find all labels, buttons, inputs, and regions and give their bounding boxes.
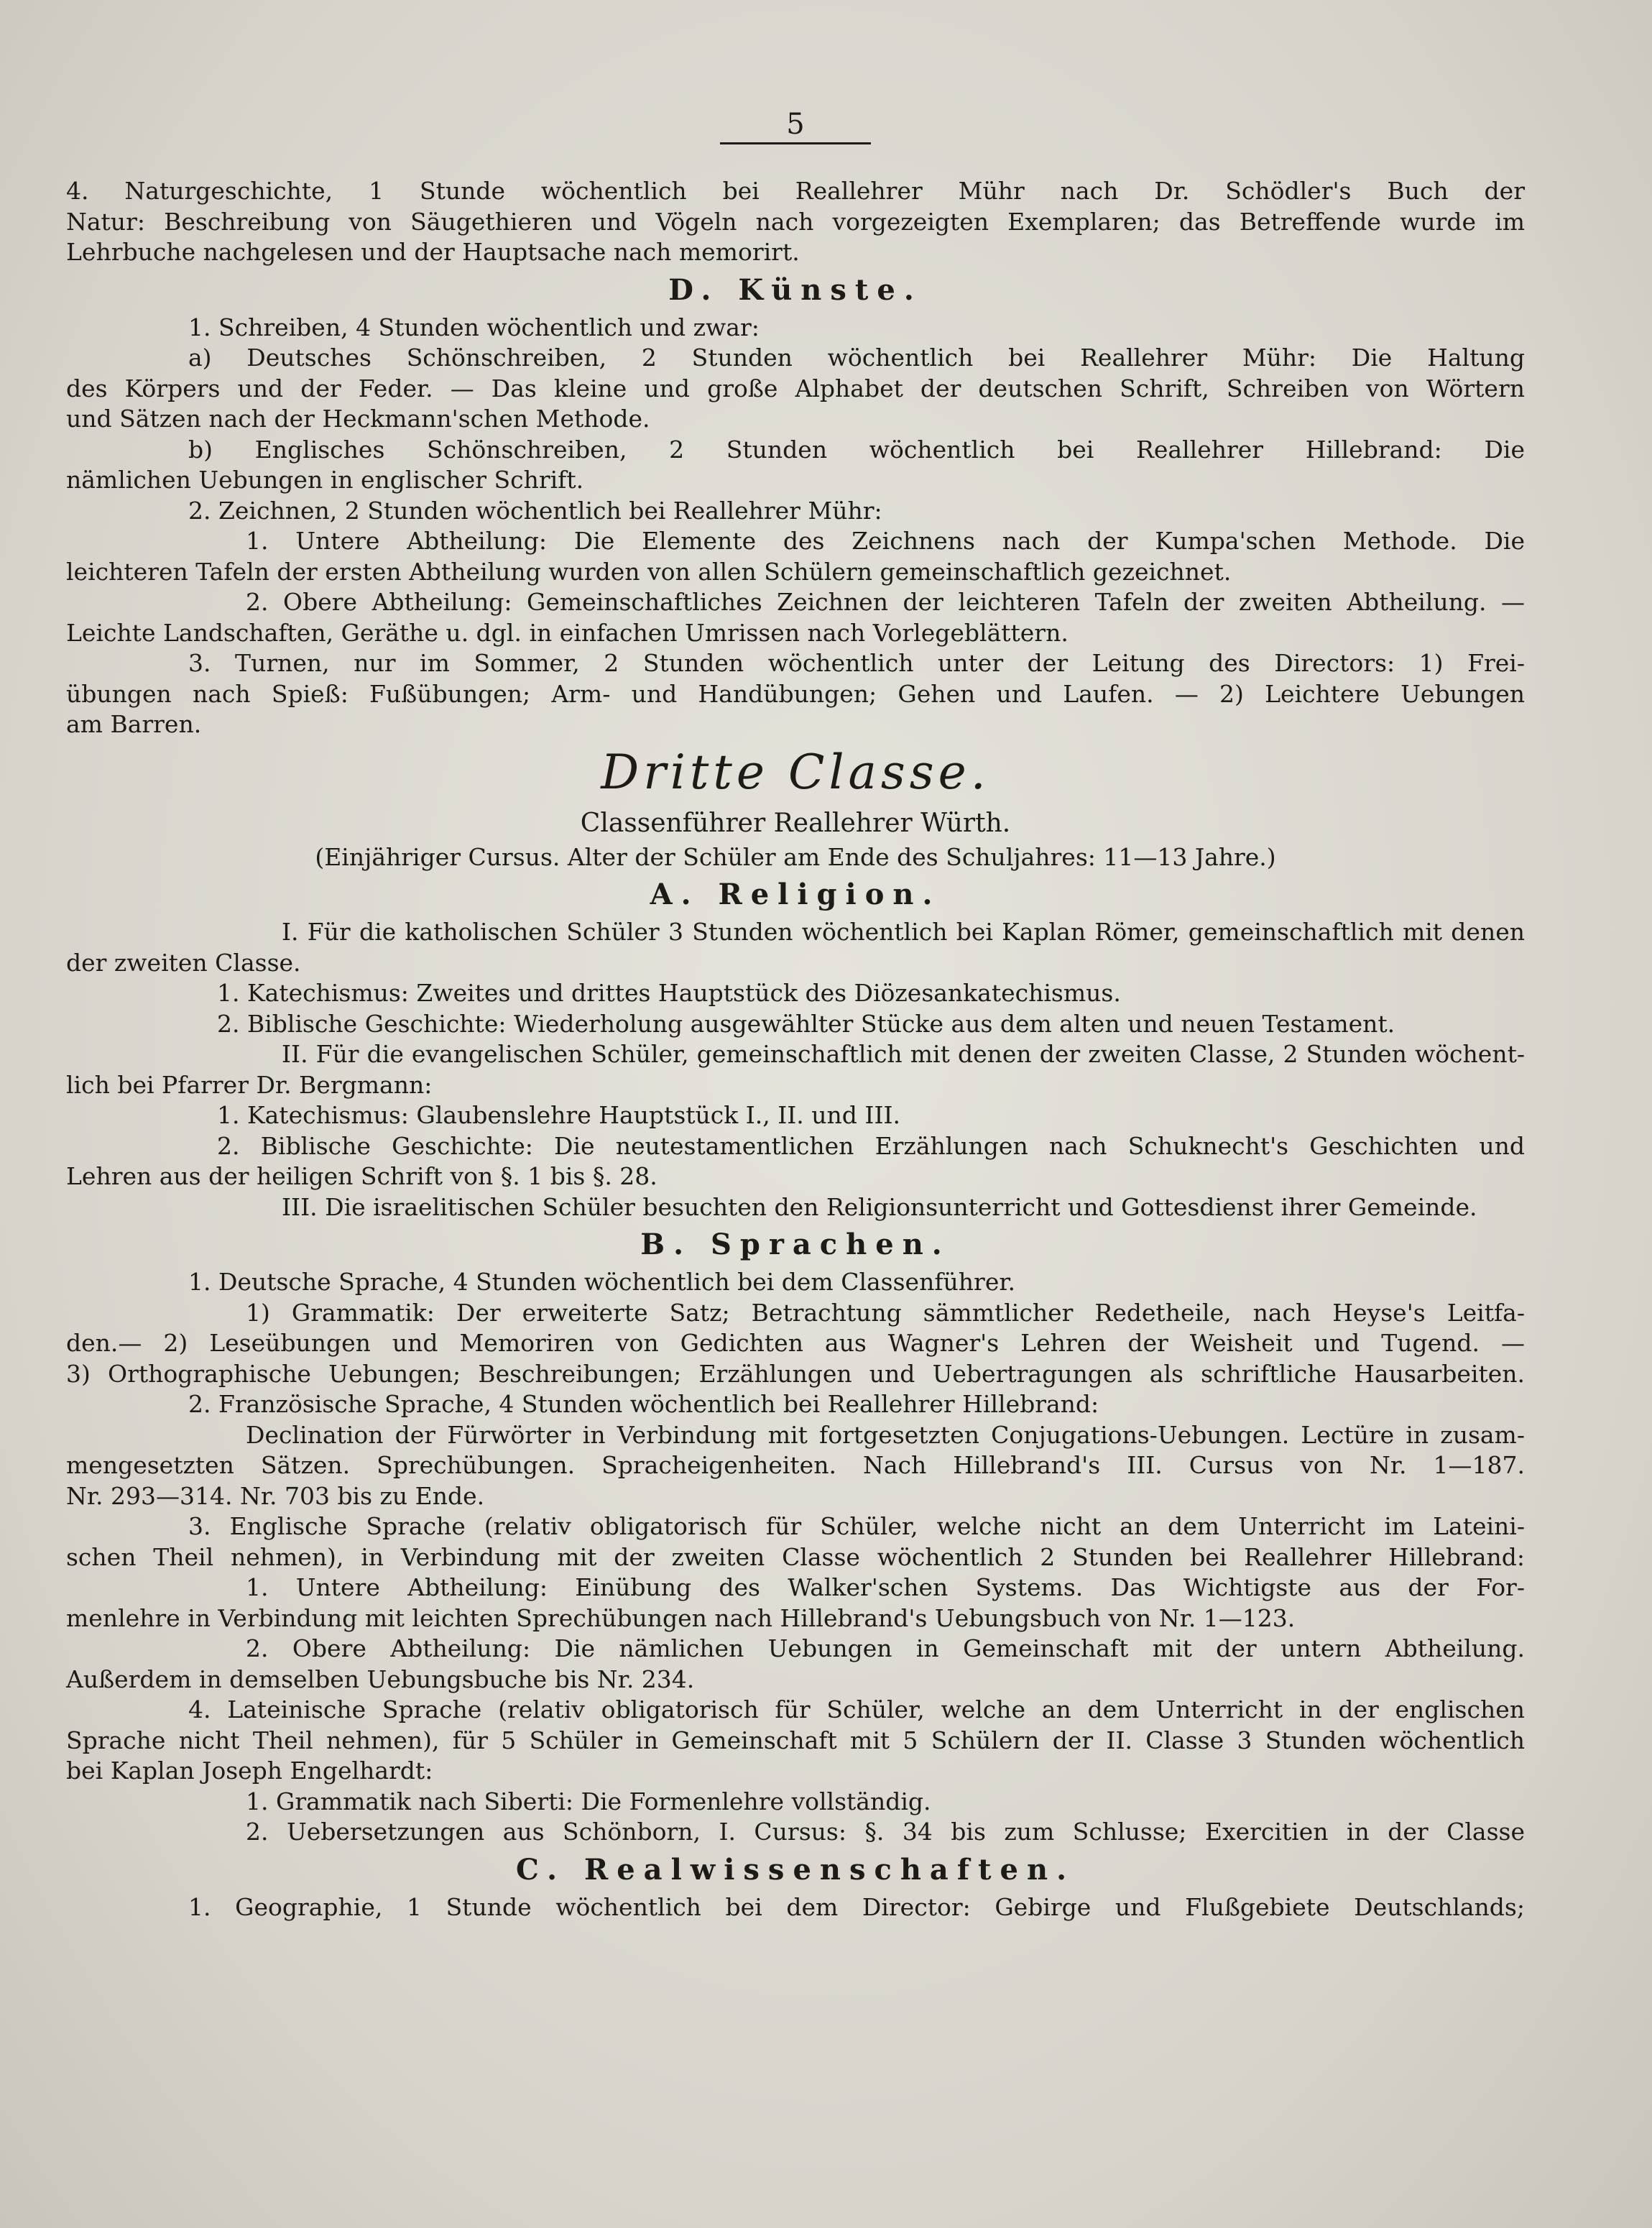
text-line: der zweiten Classe. [66, 948, 301, 977]
text-line: 2. Obere Abtheilung: Gemeinschaftliches Zeichnen der leichteren Tafeln der zweiten Abtheilung. — [246, 588, 1525, 616]
text-line: leichteren Tafeln der ersten Abtheilung wurden von allen Schülern gemeinschaftlich gezeichnet. [66, 557, 1232, 586]
text-line: II. Für die evangelischen Schüler, gemeinschaftlich mit denen der zweiten Classe, 2 Stunden wöchent- [282, 1040, 1525, 1068]
text-line: den.— 2) Leseübungen und Memoriren von Gedichten aus Wagner's Lehren der Weisheit und Tugend. — [66, 1329, 1525, 1357]
section-heading: C. Realwissenschaften. [515, 1852, 1075, 1887]
text-line: 2. Französische Sprache, 4 Stunden wöchentlich bei Reallehrer Hillebrand: [188, 1390, 1099, 1418]
body-text [66, 176, 1525, 1923]
text-line: Natur: Beschreibung von Säugethieren und Vögeln nach vorgezeigten Exemplaren; das Betreffende wurde im [66, 207, 1525, 236]
text-line: 3. Englische Sprache (relativ obligatorisch für Schüler, welche nicht an dem Unterricht im Lateini- [188, 1512, 1525, 1540]
text-line: und Sätzen nach der Heckmann'schen Methode. [66, 405, 650, 433]
text-line: 1. Katechismus: Glaubenslehre Hauptstück I., II. und III. [217, 1101, 901, 1129]
text-line: Sprache nicht Theil nehmen), für 5 Schüler in Gemeinschaft mit 5 Schülern der II. Classe 3 Stunden wöchentlich [66, 1726, 1525, 1754]
text-line: 3. Turnen, nur im Sommer, 2 Stunden wöchentlich unter der Leitung des Directors: 1) Frei- [188, 649, 1525, 677]
section-heading: B. Sprachen. [640, 1228, 951, 1261]
text-line: bei Kaplan Joseph Engelhardt: [66, 1757, 433, 1785]
text-line: 2. Biblische Geschichte: Wiederholung ausgewählter Stücke aus dem alten und neuen Testament. [217, 1009, 1395, 1038]
text-line: menlehre in Verbindung mit leichten Sprechübungen nach Hillebrand's Uebungsbuch von Nr. 1—123. [66, 1603, 1296, 1632]
text-line: 1. Geographie, 1 Stunde wöchentlich bei dem Director: Gebirge und Flußgebiete Deutschlands; [188, 1892, 1525, 1921]
text-line: Außerdem in demselben Uebungsbuche bis Nr. 234. [66, 1665, 695, 1693]
section-heading: A. Religion. [650, 878, 941, 911]
text-line: 2. Obere Abtheilung: Die nämlichen Uebungen in Gemeinschaft mit der untern Abtheilung. [246, 1634, 1525, 1662]
section-heading: D. Künste. [668, 272, 923, 307]
text-line: 2. Uebersetzungen aus Schönborn, I. Cursus: §. 34 bis zum Schlusse; Exercitien in der Classe [246, 1818, 1525, 1846]
text-line: I. Für die katholischen Schüler 3 Stunden wöchentlich bei Kaplan Römer, gemeinschaftlich mit denen [282, 918, 1525, 946]
text-line: 3) Orthographische Uebungen; Beschreibungen; Erzählungen und Uebertragungen als schriftliche Hausarbeiten. [66, 1359, 1525, 1388]
class-leader: Classenführer Reallehrer Würth. [580, 808, 1011, 838]
text-line: Leichte Landschaften, Geräthe u. dgl. in einfachen Umrissen nach Vorlegeblättern. [66, 618, 1069, 647]
text-line: lich bei Pfarrer Dr. Bergmann: [66, 1070, 433, 1099]
text-line: 1. Untere Abtheilung: Die Elemente des Zeichnens nach der Kumpa'schen Methode. Die [246, 527, 1525, 555]
text-line: 1) Grammatik: Der erweiterte Satz; Betrachtung sämmtlicher Redetheile, nach Heyse's Leitfa- [246, 1298, 1525, 1327]
text-line: 1. Untere Abtheilung: Einübung des Walker'schen Systems. Das Wichtigste aus der For- [246, 1573, 1525, 1601]
text-line: 1. Katechismus: Zweites und drittes Hauptstück des Diözesankatechismus. [217, 979, 1121, 1007]
text-line: 1. Schreiben, 4 Stunden wöchentlich und zwar: [188, 313, 760, 341]
text-line: 4. Naturgeschichte, 1 Stunde wöchentlich bei Reallehrer Mühr nach Dr. Schödler's Buch der [66, 177, 1525, 205]
text-line: schen Theil nehmen), in Verbindung mit der zweiten Classe wöchentlich 2 Stunden bei Reallehrer Hillebrand: [66, 1542, 1525, 1571]
text-line: des Körpers und der Feder. — Das kleine und große Alphabet der deutschen Schrift, Schreiben von Wörtern [66, 374, 1525, 402]
text-line: nämlichen Uebungen in englischer Schrift. [66, 466, 584, 494]
text-line: III. Die israelitischen Schüler besuchten den Religionsunterricht und Gottesdienst ihrer Gemeinde. [282, 1192, 1477, 1221]
text-line: 1. Deutsche Sprache, 4 Stunden wöchentlich bei dem Classenführer. [188, 1268, 1016, 1296]
page-number: 5 [66, 108, 1525, 144]
class-title: Dritte Classe. [601, 744, 990, 800]
text-line: (Einjähriger Cursus. Alter der Schüler am Ende des Schuljahres: 11—13 Jahre.) [315, 842, 1276, 871]
text-line: mengesetzten Sätzen. Sprechübungen. Spracheigenheiten. Nach Hillebrand's III. Cursus von Nr. 1—187. [66, 1451, 1525, 1479]
page-content [66, 108, 1525, 1923]
text-line: b) Englisches Schönschreiben, 2 Stunden wöchentlich bei Reallehrer Hillebrand: Die [188, 435, 1525, 464]
text-line: 4. Lateinische Sprache (relativ obligatorisch für Schüler, welche an dem Unterricht in der englischen [188, 1695, 1525, 1723]
text-line: Lehrbuche nachgelesen und der Hauptsache nach memorirt. [66, 238, 800, 266]
text-line: Nr. 293—314. Nr. 703 bis zu Ende. [66, 1481, 485, 1510]
text-line: Declination der Fürwörter in Verbindung mit fortgesetzten Conjugations-Uebungen. Lectüre in zusam- [246, 1420, 1525, 1449]
text-line: 2. Biblische Geschichte: Die neutestamentlichen Erzählungen nach Schuknecht's Geschichten und [217, 1131, 1525, 1160]
text-line: am Barren. [66, 710, 202, 738]
text-line: 1. Grammatik nach Siberti: Die Formenlehre vollständig. [246, 1787, 931, 1815]
text-line: 2. Zeichnen, 2 Stunden wöchentlich bei Reallehrer Mühr: [188, 496, 882, 525]
text-line: a) Deutsches Schönschreiben, 2 Stunden wöchentlich bei Reallehrer Mühr: Die Haltung [188, 344, 1525, 372]
text-line: übungen nach Spieß: Fußübungen; Arm- und Handübungen; Gehen und Laufen. — 2) Leichtere Uebungen [66, 679, 1525, 708]
text-line: Lehren aus der heiligen Schrift von §. 1 bis §. 28. [66, 1162, 657, 1190]
